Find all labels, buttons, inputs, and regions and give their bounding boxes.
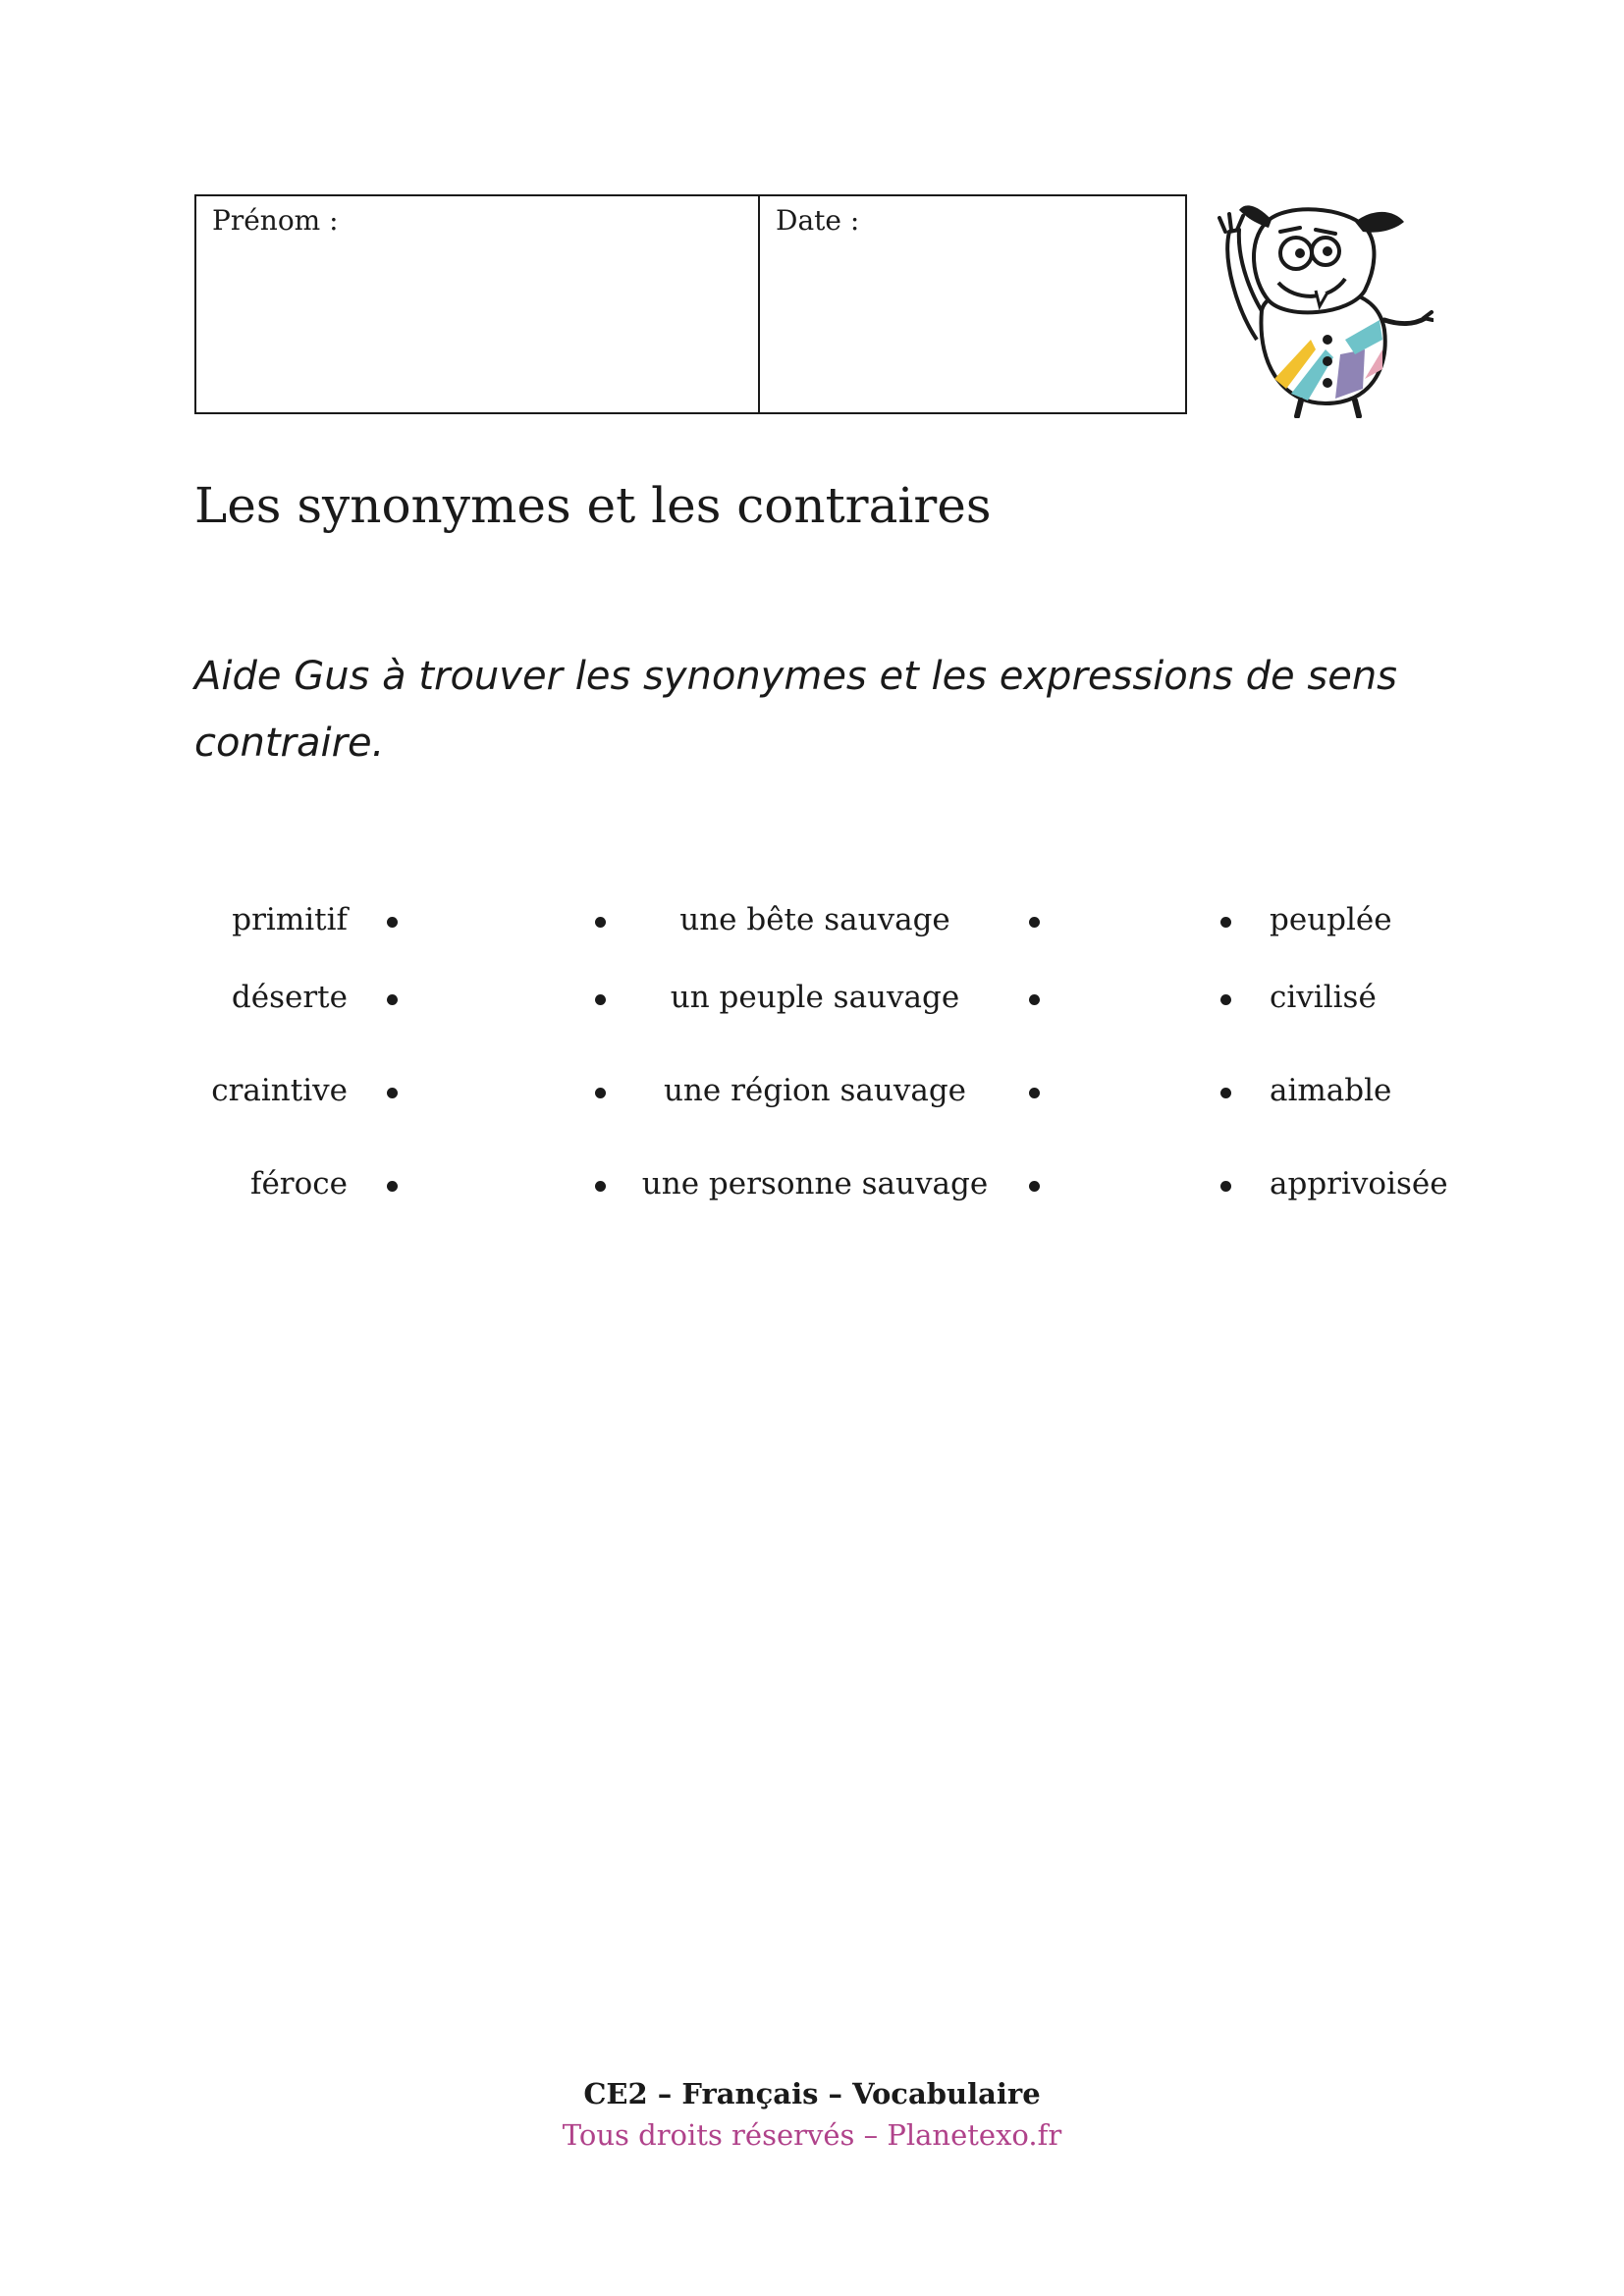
middle-right-bullet[interactable] bbox=[1029, 1181, 1040, 1192]
footer-subject: CE2 – Français – Vocabulaire bbox=[583, 2077, 1041, 2110]
middle-expression: une région sauvage bbox=[663, 1073, 967, 1108]
left-word: primitif bbox=[232, 902, 348, 937]
gus-mascot-illustration bbox=[1218, 192, 1434, 418]
middle-right-bullet[interactable] bbox=[1029, 917, 1040, 928]
middle-expression: une personne sauvage bbox=[641, 1166, 989, 1201]
left-word-bullet[interactable] bbox=[387, 917, 398, 928]
left-word: déserte bbox=[231, 980, 348, 1015]
right-word: civilisé bbox=[1270, 980, 1377, 1015]
date-cell[interactable] bbox=[760, 196, 1185, 412]
right-word-bullet[interactable] bbox=[1220, 994, 1231, 1005]
exercise-row bbox=[0, 1166, 1624, 1209]
exercise-row bbox=[0, 902, 1624, 945]
right-word: peuplée bbox=[1270, 902, 1392, 937]
middle-left-bullet[interactable] bbox=[595, 994, 606, 1005]
prenom-label: Prénom : bbox=[212, 204, 339, 237]
left-word-bullet[interactable] bbox=[387, 994, 398, 1005]
middle-right-bullet[interactable] bbox=[1029, 1088, 1040, 1098]
left-word-bullet[interactable] bbox=[387, 1088, 398, 1098]
exercise-row bbox=[0, 980, 1624, 1023]
left-word: craintive bbox=[211, 1073, 348, 1108]
right-word-bullet[interactable] bbox=[1220, 1181, 1231, 1192]
middle-left-bullet[interactable] bbox=[595, 917, 606, 928]
left-word-bullet[interactable] bbox=[387, 1181, 398, 1192]
prenom-cell[interactable] bbox=[196, 196, 760, 412]
identity-table bbox=[194, 194, 1187, 414]
page-title: Les synonymes et les contraires bbox=[194, 477, 992, 534]
middle-expression: un peuple sauvage bbox=[670, 980, 960, 1015]
date-label: Date : bbox=[776, 204, 860, 237]
right-word-bullet[interactable] bbox=[1220, 1088, 1231, 1098]
footer-copyright[interactable]: Tous droits réservés – Planetexo.fr bbox=[562, 2118, 1062, 2152]
middle-left-bullet[interactable] bbox=[595, 1181, 606, 1192]
right-word: apprivoisée bbox=[1270, 1166, 1448, 1201]
middle-left-bullet[interactable] bbox=[595, 1088, 606, 1098]
exercise-row bbox=[0, 1073, 1624, 1116]
instruction-text: Aide Gus à trouver les synonymes et les expressions de sens contraire. bbox=[194, 654, 1398, 766]
middle-expression: une bête sauvage bbox=[679, 902, 950, 937]
right-word-bullet[interactable] bbox=[1220, 917, 1231, 928]
middle-right-bullet[interactable] bbox=[1029, 994, 1040, 1005]
left-word: féroce bbox=[249, 1166, 348, 1201]
right-word: aimable bbox=[1270, 1073, 1392, 1108]
